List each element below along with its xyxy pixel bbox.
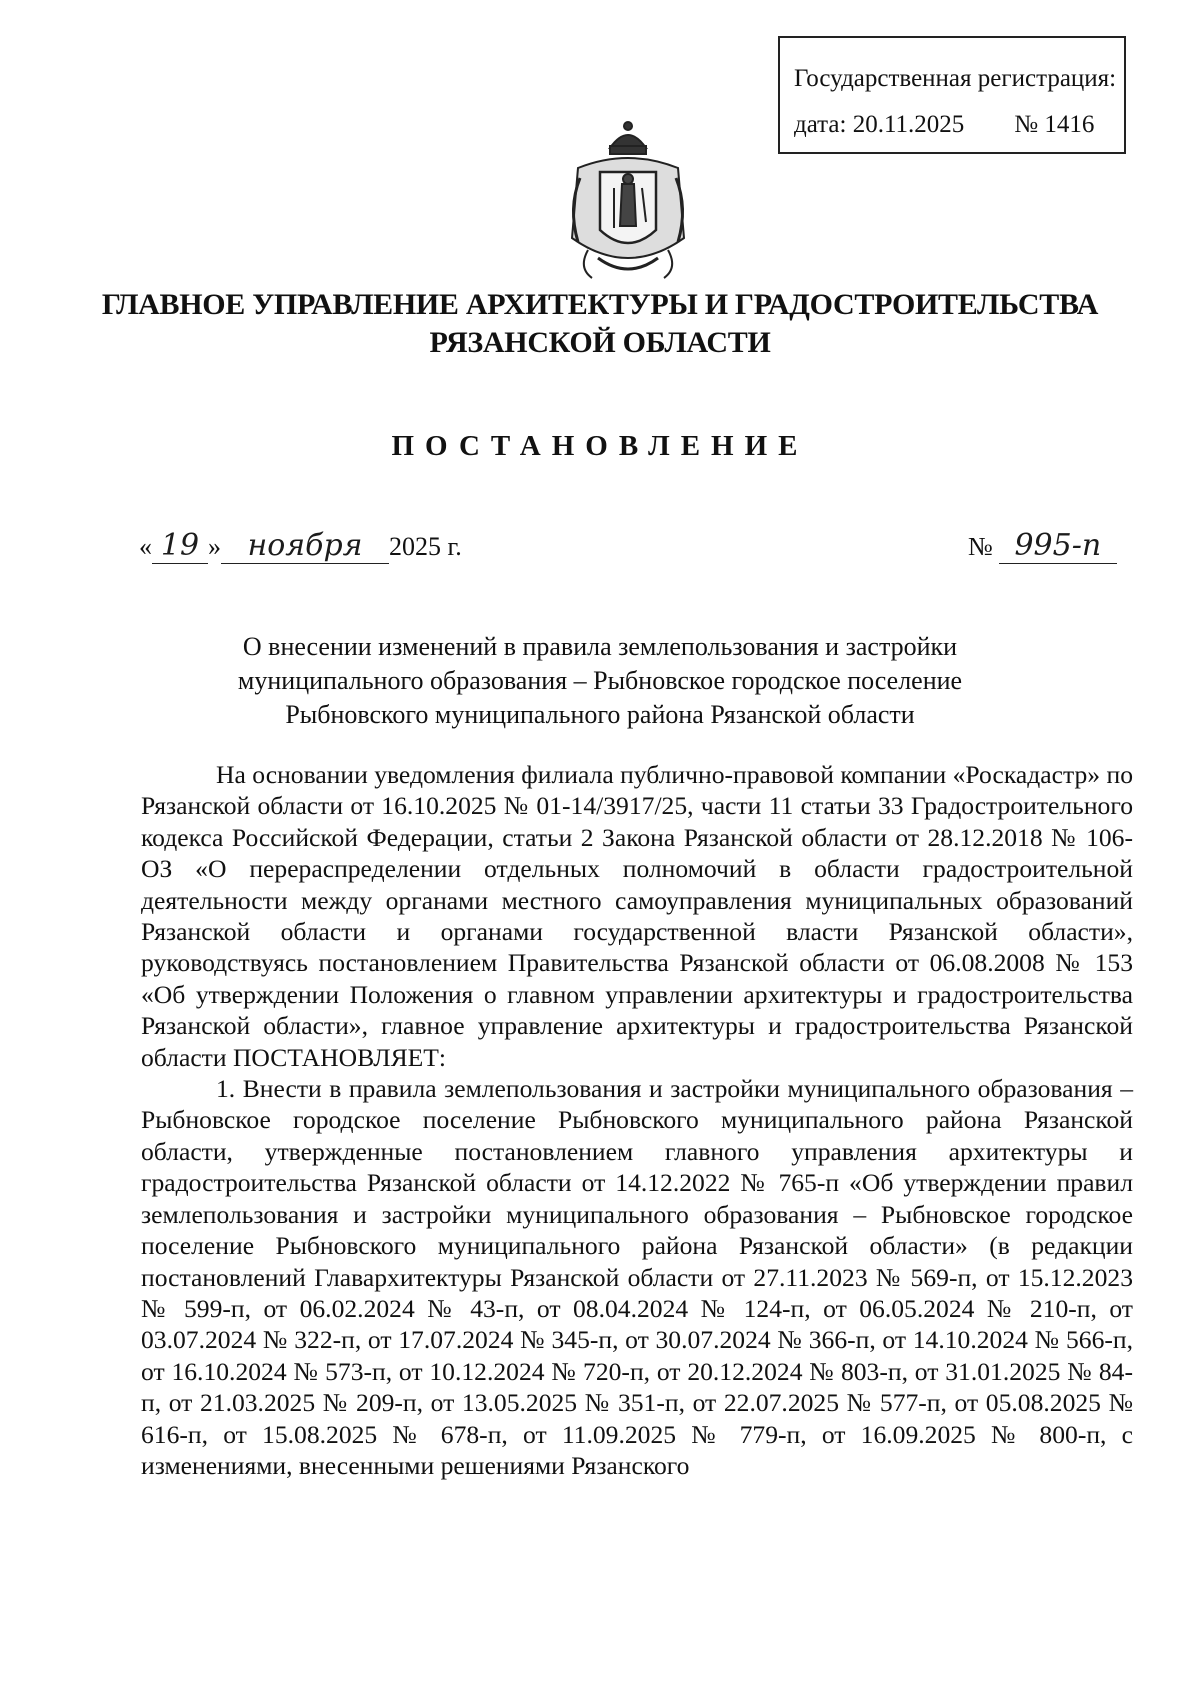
- number-value: 995-п: [999, 528, 1117, 564]
- document-number: [968, 528, 1117, 564]
- date-year: 2025 г.: [389, 532, 462, 561]
- state-registration-stamp: [778, 36, 1126, 154]
- organization-name-line2: РЯЗАНСКОЙ ОБЛАСТИ: [429, 326, 771, 359]
- organization-name-line1: ГЛАВНОЕ УПРАВЛЕНИЕ АРХИТЕКТУРЫ И ГРАДОСТРОИТЕЛЬСТВА: [101, 288, 1099, 321]
- document-type: ПОСТАНОВЛЕНИЕ: [391, 430, 809, 462]
- body-paragraph-item-1: 1. Внести в правила землепользования и застройки муниципального образования – Рыбновское городское поселение Рыбновского муниципального района Рязанской области, утвержденные постановлением главного управления архитектуры и градостроительства Рязанской области от 14.12.2022 № 765-п «Об утверждении правил землепользования и застройки муниципального образования – Рыбновское городское поселение Рыбновского муниципального района Рязанской области» (в редакции постановлений Главархитектуры Рязанской области от 27.11.2023 № 569-п, от 15.12.2023 № 599-п, от 06.02.2024 № 43-п, от 08.04.2024 № 124-п, от 06.05.2024 № 210-п, от 03.07.2024 № 322-п, от 17.07.2024 № 345-п, от 30.07.2024 № 366-п, от 14.10.2024 № 566-п, от 16.10.2024 № 573-п, от 10.12.2024 № 720-п, от 20.12.2024 № 803-п, от 31.01.2025 № 84-п, от 21.03.2025 № 209-п, от 13.05.2025 № 351-п, от 22.07.2025 № 577-п, от 05.08.2025 № 616-п, от 15.08.2025 № 678-п, от 11.09.2025 № 779-п, от 16.09.2025 № 800-п, с изменениями, внесенными решениями Рязанского: [141, 1074, 1133, 1480]
- subject-line2: муниципального образования – Рыбновское городское поселение: [237, 666, 963, 695]
- date-close-quote: »: [208, 532, 221, 561]
- registration-title: Государственная регистрация:: [794, 65, 1117, 92]
- coat-of-arms-emblem: [558, 118, 698, 290]
- organization-name: [0, 286, 1200, 362]
- document-date: [139, 528, 462, 564]
- date-day: 19: [152, 528, 208, 564]
- registration-number: № 1416: [1014, 111, 1095, 138]
- subject-line1: О внесении изменений в правила землепользования и застройки: [242, 632, 958, 661]
- date-open-quote: «: [139, 532, 152, 561]
- registration-details: [794, 102, 1124, 148]
- number-label: №: [968, 532, 993, 561]
- document-body: [141, 759, 1133, 1481]
- body-paragraph-preamble: На основании уведомления филиала публично-правовой компании «Роскадастр» по Рязанской области от 16.10.2025 № 01-14/3917/25, части 11 статьи 33 Градостроительного кодекса Российской Федерации, статьи 2 Закона Рязанской области от 28.12.2018 № 106-ОЗ «О перераспределении отдельных полномочий в области градостроительной деятельности между органами местного самоуправления муниципальных образований Рязанской области и органами государственной власти Рязанской области», руководствуясь постановлением Правительства Рязанской области от 06.08.2008 № 153 «Об утверждении Положения о главном управлении архитектуры и градостроительства Рязанской области», главное управление архитектуры и градостроительства Рязанской области ПОСТАНОВЛЯЕТ:: [141, 760, 1133, 1072]
- registration-date: дата: 20.11.2025: [794, 111, 965, 138]
- subject-line3: Рыбновского муниципального района Рязанской области: [285, 700, 915, 729]
- date-month: ноября: [221, 528, 389, 564]
- document-subject: [0, 630, 1200, 732]
